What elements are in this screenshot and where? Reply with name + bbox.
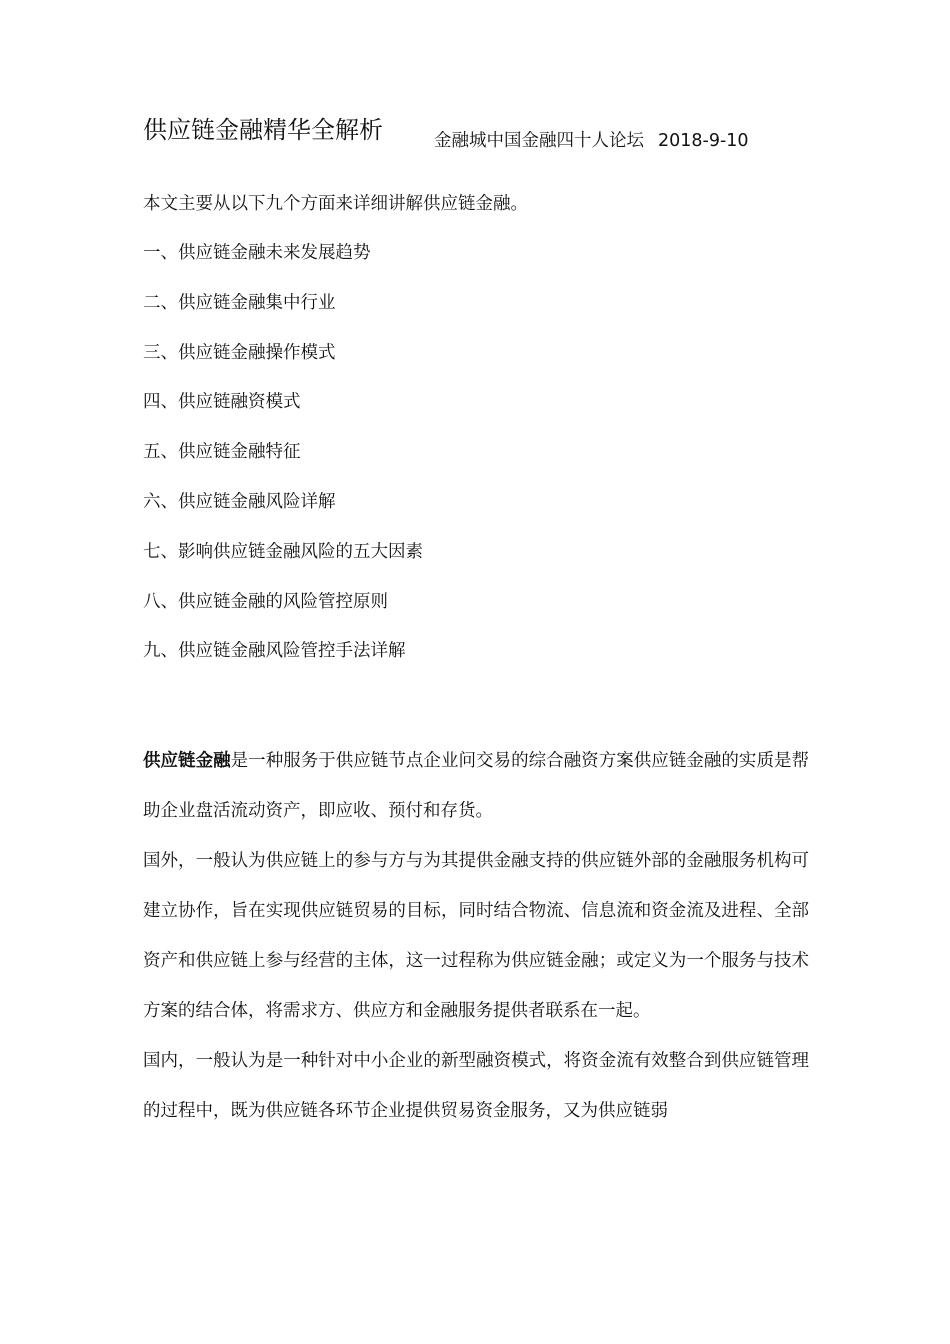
toc-item: 四、供应链融资模式: [143, 392, 301, 413]
paragraph-foreign-view: 国外，一般认为供应链上的参与方与为其提供金融支持的供应链外部的金融服务机构可建立协作，旨在实现供应链贸易的目标，同时结合物流、信息流和资金流及进程、全部资产和供应链上参与经营的主体，这一过程称为供应链金融；或定义为一个服务与技术方案的结合体，将需求方、供应方和金融服务提供者联系在一起。: [143, 851, 809, 1021]
toc-item: 五、供应链金融特征: [143, 442, 301, 463]
toc-item: 三、供应链金融操作模式: [143, 342, 336, 363]
toc-item: 六、供应链金融风险详解: [143, 491, 336, 512]
source-name: 金融城中国金融四十人论坛: [434, 131, 644, 151]
toc-item: 七、影响供应链金融风险的五大因素: [143, 541, 423, 562]
document-title: 供应链金融精华全解析: [143, 116, 383, 144]
title-row: [143, 112, 843, 156]
key-term: 供应链金融: [143, 751, 231, 771]
toc-item: 一、供应链金融未来发展趋势: [143, 243, 371, 263]
table-of-contents: [143, 240, 423, 688]
publish-date: 2018-9-10: [658, 131, 749, 151]
paragraph-domestic-view: 国内，一般认为是一种针对中小企业的新型融资模式，将资金流有效整合到供应链管理的过程中，既为供应链各环节企业提供贸易资金服务，又为供应链弱: [143, 1051, 809, 1121]
intro-text: 本文主要从以下九个方面来详细讲解供应链金融。: [143, 194, 528, 214]
toc-item: 八、供应链金融的风险管控原则: [143, 591, 388, 612]
toc-item: 二、供应链金融集中行业: [143, 292, 336, 313]
body-text: [143, 736, 809, 1136]
document-byline: [434, 128, 749, 154]
paragraph-definition: [143, 736, 809, 836]
paragraph-definition-text: 是一种服务于供应链节点企业问交易的综合融资方案供应链金融的实质是帮助企业盘活流动资产，即应收、预付和存货。: [143, 751, 810, 821]
toc-item: 九、供应链金融风险管控手法详解: [143, 641, 406, 662]
